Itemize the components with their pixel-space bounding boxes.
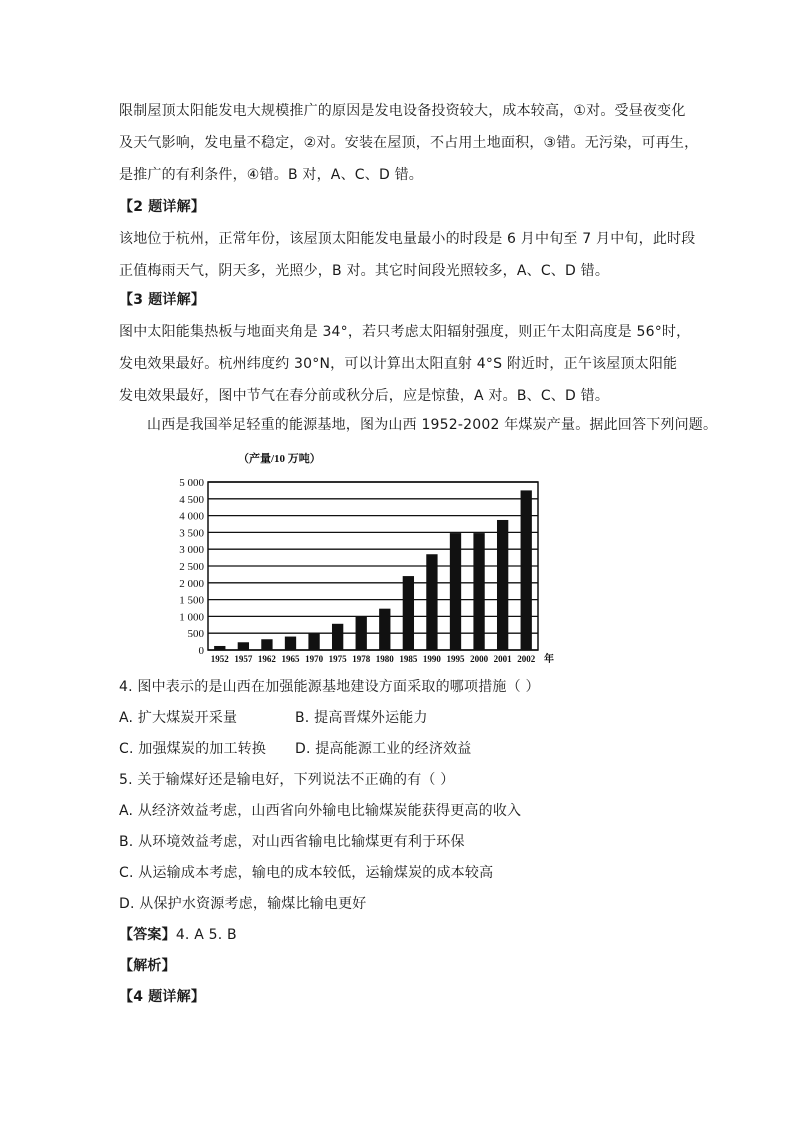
paragraph-2-line-2: 正值梅雨天气，阴天多，光照少，B 对。其它时间段光照较多，A、C、D 错。 [119, 263, 610, 279]
chart-y-tick-label: 4 500 [179, 493, 204, 506]
chart-bar [403, 576, 414, 650]
paragraph-1-line-1: 限制屋顶太阳能发电大规模推广的原因是发电设备投资较大，成本较高，①对。受昼夜变化 [119, 103, 686, 119]
chart-x-tick-label: 1980 [375, 654, 394, 664]
chart-bar [308, 633, 319, 650]
chart-y-tick-label: 5 000 [179, 477, 204, 489]
question-5: 5. 关于输煤好还是输电好，下列说法不正确的有（ ） [119, 772, 455, 788]
chart-x-tick-label: 1970 [305, 654, 324, 664]
chart-bar [332, 624, 343, 650]
chart-x-axis-label: 年 [544, 654, 554, 665]
chart-x-tick-label: 1962 [257, 654, 276, 664]
paragraph-3-line-1: 图中太阳能集热板与地面夹角是 34°，若只考虑太阳辐射强度，则正午太阳高度是 56°时， [119, 324, 691, 340]
chart-svg [160, 446, 560, 668]
chart-bar [285, 637, 296, 650]
answer-text: 4. A 5. B [175, 927, 237, 943]
heading-question-2: 【2 题详解】 [119, 199, 206, 215]
chart-bar [356, 616, 367, 650]
chart-x-tick-label: 2000 [470, 654, 489, 664]
chart-x-tick-label: 1978 [352, 654, 371, 664]
chart-bar [238, 642, 249, 650]
chart-x-tick-label: 1965 [281, 654, 300, 664]
chart-y-tick-label: 2 500 [179, 561, 204, 573]
question-5-option-a: A. 从经济效益考虑，山西省向外输电比输煤炭能获得更高的收入 [119, 803, 522, 819]
coal-production-chart [160, 446, 560, 668]
question-4: 4. 图中表示的是山西在加强能源基地建设方面采取的哪项措施（ ） [119, 679, 540, 695]
chart-x-tick-label: 1990 [422, 654, 441, 664]
analysis-heading: 【解析】 [119, 958, 176, 974]
answer-label: 【答案】 [119, 927, 176, 943]
chart-y-tick-label: 3 500 [179, 527, 204, 540]
chart-y-tick-label: 500 [187, 628, 204, 641]
paragraph-1-line-2: 及天气影响，发电量不稳定，②对。安装在屋顶，不占用土地面积，③错。无污染，可再生， [119, 135, 699, 151]
chart-x-tick-label: 1995 [446, 654, 465, 664]
paragraph-2-line-1: 该地位于杭州，正常年份，该屋顶太阳能发电量最小的时段是 6 月中旬至 7 月中旬，此时段 [119, 231, 696, 247]
heading-question-4: 【4 题详解】 [119, 989, 206, 1005]
chart-bar [214, 646, 225, 650]
chart-y-tick-label: 3 000 [179, 544, 204, 557]
chart-bar [497, 520, 508, 650]
chart-y-tick-label: 1 500 [179, 594, 204, 607]
question-intro: 山西是我国举足轻重的能源基地，图为山西 1952-2002 年煤炭产量。据此回答下列问题。 [147, 417, 718, 433]
chart-x-tick-label: 2002 [517, 654, 536, 664]
question-5-option-c: C. 从运输成本考虑，输电的成本较低，运输煤炭的成本较高 [119, 865, 494, 881]
question-4-option-b: B. 提高晋煤外运能力 [295, 710, 428, 726]
chart-y-axis-label: （产量/10 万吨） [238, 453, 321, 465]
chart-x-tick-label: 1952 [210, 654, 229, 664]
question-4-option-d: D. 提高能源工业的经济效益 [295, 741, 472, 757]
question-5-option-b: B. 从环境效益考虑，对山西省输电比输煤更有利于环保 [119, 834, 465, 850]
chart-x-tick-label: 1957 [234, 654, 253, 664]
paragraph-1-line-3: 是推广的有利条件，④错。B 对，A、C、D 错。 [119, 167, 423, 183]
chart-x-tick-label: 1985 [399, 654, 418, 664]
paragraph-3-line-2: 发电效果最好。杭州纬度约 30°N，可以计算出太阳直射 4°S 附近时，正午该屋顶太阳能 [119, 356, 678, 372]
chart-x-tick-label: 2001 [493, 654, 512, 664]
chart-bar [521, 490, 532, 650]
chart-bar [426, 554, 437, 650]
chart-bar [450, 533, 461, 650]
heading-question-3: 【3 题详解】 [119, 292, 206, 308]
paragraph-3-line-3: 发电效果最好，图中节气在春分前或秋分后，应是惊蛰，A 对。B、C、D 错。 [119, 388, 610, 404]
chart-bar [473, 533, 484, 650]
chart-bar [261, 639, 272, 650]
question-4-option-c: C. 加强煤炭的加工转换 [119, 741, 267, 757]
question-5-option-d: D. 从保护水资源考虑，输煤比输电更好 [119, 896, 367, 912]
answer-line [119, 926, 237, 944]
chart-y-tick-label: 2 000 [179, 577, 204, 590]
chart-bar [379, 609, 390, 650]
chart-y-tick-label: 1 000 [179, 611, 204, 624]
chart-x-tick-label: 1975 [328, 654, 347, 664]
question-4-option-a: A. 扩大煤炭开采量 [119, 710, 238, 726]
chart-y-tick-label: 0 [198, 645, 204, 657]
chart-y-tick-label: 4 000 [179, 510, 204, 523]
